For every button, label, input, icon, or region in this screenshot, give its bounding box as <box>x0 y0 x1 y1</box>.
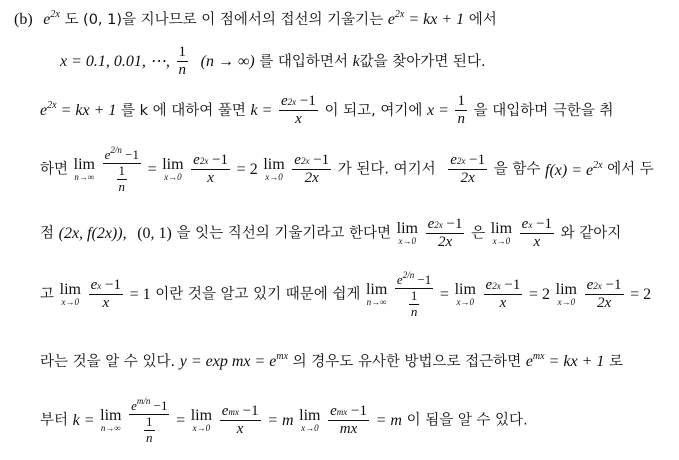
nested-frac: $e^{2/n} -1$ 1 n <box>396 270 432 319</box>
eq: = m <box>375 411 402 429</box>
text: 를 대입하면서 <box>259 53 348 70</box>
text: 고 <box>40 286 55 303</box>
lim-x: lim x→0 <box>263 156 285 183</box>
point-2: (0, 1) <box>137 224 172 242</box>
text: 점 <box>40 225 55 242</box>
line-8 <box>40 396 528 446</box>
point-1: (2x, f(2x)), <box>58 224 127 242</box>
text: 를 k 에 대하여 풀면 <box>120 102 246 119</box>
lim-x: lim x→0 <box>59 281 81 308</box>
frac-1-n: $\frac{1}{n}$ <box>178 44 187 79</box>
eq-part: $e^{2x}$ = kx + 1 <box>40 99 117 119</box>
n-limit: (n → ∞) <box>200 52 255 70</box>
lim-x: lim x→0 <box>555 281 577 308</box>
tangent-eq: $e^{2x}$ = kx + 1 <box>387 9 465 28</box>
lim-n: lim n→∞ <box>73 156 95 183</box>
lim-x: lim x→0 <box>190 407 213 434</box>
text: 이 되고, 여기에 <box>324 102 423 119</box>
frac: $\frac{e2x -1}{2x}$ <box>427 216 463 251</box>
frac: $\frac{e2x -1}{2x}$ <box>586 277 622 312</box>
text: 하면 <box>40 161 69 178</box>
nested-frac: $e^{2/n} -1$ 1 n <box>104 145 139 194</box>
nested-frac: $e^{m/n} -1$ 1 n <box>131 396 168 445</box>
tangent-eq-m: $e^{mx}$ = kx + 1 <box>525 351 605 370</box>
text: 이란 것을 알고 있기 때문에 쉽게 <box>155 286 361 303</box>
frac: $\frac{\text{emx −1}}{x}$ <box>221 403 259 438</box>
text: 가 된다. 여기서 <box>337 161 436 178</box>
text: 로 <box>609 354 624 370</box>
line-2 <box>60 44 486 80</box>
line-1 <box>14 10 497 28</box>
lim-x: lim x→0 <box>162 156 184 183</box>
line-4 <box>40 145 654 195</box>
lim-x: lim x→0 <box>396 220 418 247</box>
text: 을 함수 <box>493 161 541 178</box>
eq: = 1 <box>129 285 151 303</box>
eq: = m <box>267 411 294 429</box>
k-eq: k = <box>72 411 95 429</box>
text: 을 잇는 직선의 기울기라고 한다면 <box>176 225 392 242</box>
frac: $\frac{e2x -1}{2x}$ <box>294 152 330 187</box>
text: 을 대입하며 극한을 취 <box>473 102 614 119</box>
k-eq: k = <box>250 101 273 119</box>
frac: $\frac{e2x -1}{x}$ <box>193 152 229 187</box>
text: 의 경우도 유사한 방법으로 접근하면 <box>292 354 522 370</box>
text: 은 <box>471 225 486 242</box>
frac-1-n: $\frac{1}{n}$ <box>457 93 465 128</box>
exp-e: $e^{2x}$ <box>43 9 60 28</box>
frac-e2x-x: $\frac{e2x -1}{x}$ <box>280 93 316 128</box>
line-6 <box>40 270 651 320</box>
frac: $\frac{ex -1}{x}$ <box>521 216 553 251</box>
text: 에서 <box>468 12 497 28</box>
lim-n: lim n→∞ <box>100 407 122 434</box>
line-5 <box>40 216 621 252</box>
text: 도 (0, 1)을 지나므로 이 점에서의 접선의 기울기는 <box>64 12 384 28</box>
eq: = 2 <box>529 285 551 303</box>
line-3 <box>40 93 613 129</box>
k-var: k <box>352 52 360 70</box>
frac: $\frac{ex -1}{x}$ <box>90 277 121 312</box>
frac: $\frac{\text{emx −1}}{mx}$ <box>330 403 367 438</box>
lim-x: lim x→0 <box>299 407 321 434</box>
lim-x: lim x→0 <box>490 220 513 247</box>
frac: $\frac{e2x -1}{2x}$ <box>450 152 486 187</box>
exp-sup: 2x <box>50 9 60 20</box>
x-eq: x = <box>426 101 449 119</box>
eq: = <box>147 160 157 178</box>
text: 이 됨을 알 수 있다. <box>406 412 528 429</box>
lim-n: lim n→∞ <box>365 281 388 308</box>
text: 라는 것을 알 수 있다. <box>40 354 176 370</box>
exp-eq: y = exp mx = $e^{mx}$ <box>179 351 289 370</box>
text: 에서 두 <box>607 161 654 178</box>
eq: = <box>439 285 449 303</box>
text: 부터 <box>40 412 69 429</box>
text: 값을 찾아가면 된다. <box>359 53 486 70</box>
frac: $\frac{e2x -1}{x}$ <box>485 277 521 312</box>
part-label: (b) <box>14 11 33 28</box>
f-eq: $f(x) = e^{2x}$ <box>545 159 603 179</box>
line-7 <box>40 352 623 370</box>
x-values: x = 0.1, 0.01, ⋯, <box>60 52 170 70</box>
lim-x: lim x→0 <box>454 281 476 308</box>
text: 와 같아지 <box>560 225 622 242</box>
eq: = <box>176 411 186 429</box>
eq: = 2 <box>236 160 258 178</box>
eq: = 2 <box>630 285 652 303</box>
